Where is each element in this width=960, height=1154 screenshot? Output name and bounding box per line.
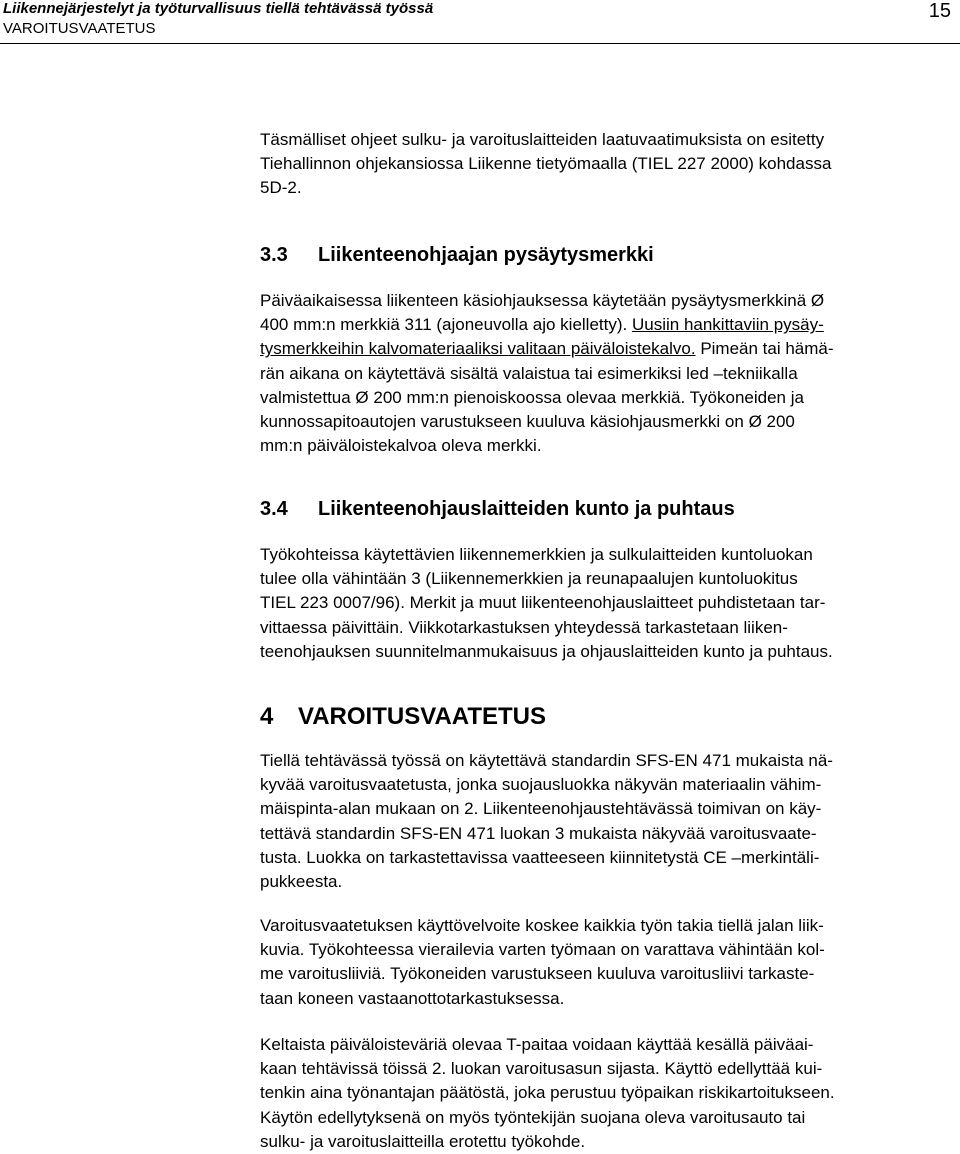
paragraph-line: Keltaista päiväloisteväriä olevaa T-paitaa voidaan käyttää kesällä päiväai- — [260, 1035, 814, 1054]
paragraph-line: rän aikana on käytettävä sisältä valaistua tai esimerkiksi led –tekniikalla — [260, 363, 798, 383]
paragraph-line: Tiellä tehtävässä työssä on käytettävä standardin SFS-EN 471 mukaista nä- — [260, 751, 833, 770]
line-text: Pimeän tai hämä- — [700, 339, 834, 359]
chapter-title: VAROITUSVAATETUS — [298, 703, 547, 730]
section-3-4-paragraph — [260, 543, 960, 664]
paragraph-line: Varoitusvaatetuksen käyttövelvoite koskee kaikkia työn takia tiellä jalan liik- — [260, 916, 824, 935]
paragraph-line: tusta. Luokka on tarkastettavissa vaatteeseen kiinnitetystä CE –merkintäli- — [260, 847, 820, 867]
paragraph-line: mäispinta-alan mukaan on 2. Liikenteenohjaustehtävässä toimivan on käy- — [260, 799, 822, 819]
paragraph-line: kyvää varoitusvaatetusta, jonka suojausluokka näkyvän materiaalin vähim- — [260, 775, 822, 795]
line-text: 400 mm:n merkkiä 311 (ajoneuvolla ajo kielletty). — [260, 315, 628, 335]
paragraph-line: TIEL 223 0007/96). Merkit ja muut liikenteenohjauslaitteet puhdistetaan tar- — [260, 593, 826, 613]
paragraph-line: Työkohteissa käytettävien liikennemerkkien ja sulkulaitteiden kuntoluokan — [260, 545, 813, 564]
section-title: Liikenteenohjauslaitteiden kunto ja puhtaus — [318, 498, 735, 520]
intro-line: 5D-2. — [260, 178, 302, 198]
paragraph-line — [260, 337, 960, 361]
chapter-4-heading — [260, 703, 546, 731]
paragraph-line: Käytön edellytyksenä on myös työntekijän suojana oleva varoitusauto tai — [260, 1107, 806, 1127]
chapter-number: 4 — [260, 703, 274, 730]
section-3-3-heading — [260, 243, 654, 267]
section-number: 3.4 — [260, 498, 288, 520]
paragraph-line: Päiväaikaisessa liikenteen käsiohjauksessa käytetään pysäytysmerkkinä Ø — [260, 291, 825, 310]
paragraph-line: teenohjauksen suunnitelmanmukaisuus ja ohjauslaitteiden kunto ja puhtaus. — [260, 641, 833, 661]
paragraph-line: sulku- ja varoituslaitteilla erotettu työkohde. — [260, 1131, 586, 1151]
section-number: 3.3 — [260, 244, 288, 266]
intro-line: Täsmälliset ohjeet sulku- ja varoituslaitteiden laatuvaatimuksista on esitetty — [260, 130, 825, 149]
chapter-4-paragraph-1 — [260, 749, 960, 894]
section-3-4-heading — [260, 497, 735, 521]
header-divider — [0, 43, 960, 44]
page-number: 15 — [928, 0, 951, 22]
section-3-3-paragraph — [260, 289, 960, 458]
paragraph-line: pukkeesta. — [260, 872, 343, 892]
paragraph-line: kaan tehtävissä töissä 2. luokan varoitusasun sijasta. Käyttö edellyttää kui- — [260, 1059, 823, 1079]
header-subtitle: VAROITUSVAATETUS — [3, 20, 156, 37]
paragraph-line — [260, 313, 960, 337]
paragraph-line: taan koneen vastaanottotarkastuksessa. — [260, 988, 565, 1008]
chapter-4-paragraph-2 — [260, 914, 960, 1011]
underlined-text: Uusiin hankittaviin pysäy- — [631, 315, 824, 335]
paragraph-line: vittaessa päivittäin. Viikkotarkastuksen yhteydessä tarkastetaan liiken- — [260, 617, 788, 637]
header-title: Liikennejärjestelyt ja työturvallisuus tiellä tehtävässä työssä — [3, 0, 434, 17]
paragraph-line: me varoitusliiviä. Työkoneiden varustukseen kuuluva varoitusliivi tarkaste- — [260, 964, 815, 984]
paragraph-line: tettävä standardin SFS-EN 471 luokan 3 mukaista näkyvää varoitusvaate- — [260, 823, 817, 843]
page-header — [0, 0, 960, 44]
paragraph-line: kuvia. Työkohteessa vierailevia varten työmaan on varattava vähintään kol- — [260, 940, 825, 960]
paragraph-line: kunnossapitoautojen varustukseen kuuluva käsiohjausmerkki on Ø 200 — [260, 412, 795, 432]
chapter-4-paragraph-3 — [260, 1033, 960, 1154]
paragraph-line: tulee olla vähintään 3 (Liikennemerkkien ja reunapaalujen kuntoluokitus — [260, 569, 798, 589]
paragraph-line: valmistettua Ø 200 mm:n pienoiskoossa olevaa merkkiä. Työkoneiden ja — [260, 387, 804, 407]
intro-line: Tiehallinnon ohjekansiossa Liikenne tietyömaalla (TIEL 227 2000) kohdassa — [260, 154, 832, 174]
intro-paragraph — [260, 128, 960, 201]
underlined-text: tysmerkkeihin kalvomateriaaliksi valitaan päiväloistekalvo. — [260, 339, 696, 359]
section-title: Liikenteenohjaajan pysäytysmerkki — [318, 244, 654, 266]
paragraph-line: mm:n päiväloistekalvoa oleva merkki. — [260, 436, 542, 456]
paragraph-line: tenkin aina työnantajan päätöstä, joka perustuu työpaikan riskikartoitukseen. — [260, 1083, 835, 1103]
